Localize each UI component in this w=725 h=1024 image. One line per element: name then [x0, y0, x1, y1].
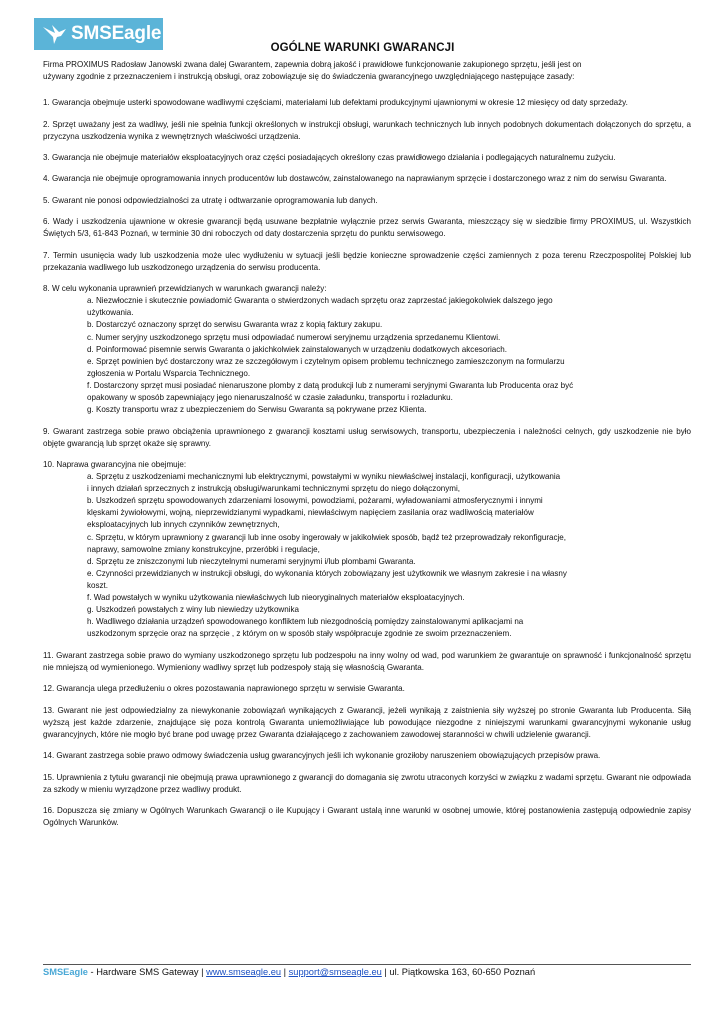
clause-8-item: opakowany w sposób zapewniający jego nienaruszalność w czasie załadunku, transportu i rozładunku. — [87, 393, 453, 403]
clause-10-item: c. Sprzętu, w którym uprawniony z gwarancji lub inne osoby ingerowały w jakikolwiek sposób, bądź też przeprowadzały rekonfiguracje, — [87, 532, 567, 542]
clause-7: 7. Termin usunięcia wady lub uszkodzenia może ulec wydłużeniu w sytuacji jeśli będzie konieczne sprowadzenie części zamiennych z poza terenu Rzeczpospolitej Polskiej lub przekazania wadliwego lub uszkodzonego urządzenia do serwisu producenta. — [43, 250, 691, 272]
clause-2: 2. Sprzęt uważany jest za wadliwy, jeśli nie spełnia funkcji określonych w instrukcji obsługi, warunkach technicznych lub innych podobnych dokumentach dołączonych do sprzętu, a przyczyna uszkodzenia wynika z wewnętrznych właściwości urządzenia. — [43, 119, 691, 141]
clause-10-item: naprawy, samowolne zmiany konstrukcyjne, przeróbki i regulacje, — [87, 544, 320, 554]
footer — [43, 967, 535, 977]
clause-10-item: f. Wad powstałych w wyniku użytkowania niewłaściwych lub nieoryginalnych materiałów eksploatacyjnych. — [87, 593, 465, 603]
clause-4: 4. Gwarancja nie obejmuje oprogramowania innych producentów lub dostawców, zainstalowanego na naprawianym sprzęcie i dostarczonego wraz z nim do serwisu Gwaranta. — [43, 174, 667, 184]
footer-divider — [43, 964, 691, 965]
clause-8-heading: 8. W celu wykonania uprawnień przewidzianych w warunkach gwarancji należy: — [43, 284, 327, 294]
clause-8-item: g. Koszty transportu wraz z ubezpieczeniem do Serwisu Gwaranta są pokrywane przez Klienta. — [87, 405, 427, 415]
clause-10-item: i innych działań sprzecznych z instrukcją obsługi/warunkami technicznymi sprzętu do niego dołączonymi, — [87, 484, 461, 494]
clause-10-heading: 10. Naprawa gwarancyjna nie obejmuje: — [43, 460, 187, 470]
footer-brand: SMSEagle — [43, 967, 88, 977]
clause-8-item: d. Poinformować pisemnie serwis Gwaranta o jakichkolwiek zainstalowanych w urządzeniu dodatkowych akcesoriach. — [87, 344, 507, 354]
clause-10-item: uszkodzonym sprzęcie oraz na sprzęcie , z którym on w sposób stały współpracuje zgodnie ze swoim przeznaczeniem. — [87, 629, 512, 639]
clause-9: 9. Gwarant zastrzega sobie prawo obciążenia uprawnionego z gwarancji kosztami usług serwisowych, transportu, ubezpieczenia i należności celnych, gdy uszkodzenie nie było objęte gwarancją lub sprzęt okaże się sprawny. — [43, 426, 691, 448]
clause-8-item: użytkowania. — [87, 308, 134, 318]
intro-line: Firma PROXIMUS Radosław Janowski zwana dalej Gwarantem, zapewnia dobrą jakość i prawidłowe funkcjonowanie zakupionego sprzętu, jeśli jest on — [43, 60, 582, 69]
clause-8-item: a. Niezwłocznie i skutecznie powiadomić Gwaranta o stwierdzonych wadach sprzętu oraz zaprzestać jakiegokolwiek dalszego jego — [87, 296, 553, 306]
intro-line: używany zgodnie z przeznaczeniem i instrukcją obsługi, oraz zobowiązuje się do świadczenia gwarancyjnego uwzględniającego następujące zasady: — [43, 72, 575, 82]
clause-13: 13. Gwarant nie jest odpowiedzialny za niewykonanie zobowiązań wynikających z Gwarancji, jeżeli wynikają z zaistnienia siły wyższej po stronie Gwaranta lub Producenta. Siłą wyższą jest każde zdarzenie, znajdujące się poza kontrolą Gwaranta uniemożliwiające lub powodujące niezgodne z niniejszymi warunkami gwarancyjnymi wykonanie usług gwarancyjnych, które nie mogło być brane pod uwagę przez Gwaranta działającego z zachowaniem zawodowej staranności w chwili udzielenie gwarancji. — [43, 705, 691, 739]
clause-10-item: e. Czynności przewidzianych w instrukcji obsługi, do wykonania których zobowiązany jest użytkownik we własnym zakresie i na własny — [87, 568, 567, 578]
clause-6: 6. Wady i uszkodzenia ujawnione w okresie gwarancji będą usuwane bezpłatnie wyłącznie przez serwis Gwaranta, mieszczący się w siedzibie firmy PROXIMUS, ul. Wszystkich Świętych 5/3, 61-843 Poznań, w terminie 30 dni roboczych od daty dostarczenia sprzętu do punktu serwisowego. — [43, 217, 691, 239]
clause-10-item: eksploatacyjnych lub innych czynników zewnętrznych, — [87, 520, 280, 530]
clause-15: 15. Uprawnienia z tytułu gwarancji nie obejmują prawa uprawnionego z gwarancji do domagania się zwrotu utraconych korzyści w związku z wadami sprzętu. Gwarant nie odpowiada za szkody w mieniu wyrządzone przez wadliwy produkt. — [43, 772, 691, 794]
footer-address: | ul. Piątkowska 163, 60-650 Poznań — [381, 967, 536, 977]
clause-10-item: h. Wadliwego działania urządzeń spowodowanego konfliktem lub niezgodnością pomiędzy zainstalowanymi aplikacjami na — [87, 617, 524, 627]
clause-16: 16. Dopuszcza się zmiany w Ogólnych Warunkach Gwarancji o ile Kupujący i Gwarant ustalą inne warunki w osobnej umowie, której postanowienia zastępują odpowiednie zapisy Ogólnych Warunków. — [43, 806, 691, 828]
footer-separator: | — [281, 967, 289, 977]
document-title: OGÓLNE WARUNKI GWARANCJI — [270, 42, 455, 54]
document-body — [43, 59, 691, 829]
clause-10-item: koszt. — [87, 580, 109, 590]
clause-8-item: zgłoszenia w Portalu Wsparcia Technicznego. — [87, 368, 251, 378]
clause-12: 12. Gwarancja ulega przedłużeniu o okres pozostawania naprawionego sprzętu w serwisie Gwaranta. — [43, 684, 405, 694]
clause-10-item: a. Sprzętu z uszkodzeniami mechanicznymi lub elektrycznymi, powstałymi w wyniku niewłaściwej instalacji, konfiguracji, użytkowania — [87, 472, 561, 482]
clause-10-item: klęskami żywiołowymi, wojną, nieprzewidzianymi wypadkami, niewłaściwym napięciem zasilania oraz wadliwością materiałów — [87, 508, 534, 518]
email-link[interactable]: support@smseagle.eu — [288, 967, 382, 977]
clause-14: 14. Gwarant zastrzega sobie prawo odmowy świadczenia usług gwarancyjnych jeśli ich wykonanie groziłoby naruszeniem obowiązujących przepisów prawa. — [43, 751, 601, 761]
clause-8-item: f. Dostarczony sprzęt musi posiadać nienaruszone plomby z datą produkcji lub z numerami seryjnymi Gwaranta lub Producenta oraz być — [87, 380, 574, 390]
clause-10-item: b. Uszkodzeń sprzętu spowodowanych zdarzeniami losowymi, powodziami, pożarami, wyładowaniami atmosferycznymi i innymi — [87, 496, 543, 506]
clause-5: 5. Gwarant nie ponosi odpowiedzialności za utratę i odtwarzanie oprogramowania lub danych. — [43, 195, 378, 205]
clause-8-item: c. Numer seryjny uszkodzonego sprzętu musi odpowiadać numerowi seryjnemu urządzenia sprzedanemu Klientowi. — [87, 332, 501, 342]
clause-8-item: b. Dostarczyć oznaczony sprzęt do serwisu Gwaranta wraz z kopią faktury zakupu. — [87, 320, 383, 330]
footer-tagline: - Hardware SMS Gateway | — [87, 967, 207, 977]
clause-1: 1. Gwarancja obejmuje usterki spowodowane wadliwymi częściami, materiałami lub defektami produkcyjnymi ujawnionymi w okresie 12 miesięcy od daty sprzedaży. — [43, 98, 628, 108]
logo-text: SMSEagle — [71, 23, 162, 44]
clause-3: 3. Gwarancja nie obejmuje materiałów eksploatacyjnych oraz części posiadających określony czas prawidłowego działania i podlegających naturalnemu zużyciu. — [43, 153, 616, 163]
clause-8-item: e. Sprzęt powinien być dostarczony wraz ze szczegółowym i czytelnym opisem problemu technicznego zamieszczonym na formularzu — [87, 356, 565, 366]
clause-10-item: g. Uszkodzeń powstałych z winy lub niewiedzy użytkownika — [87, 605, 299, 615]
website-link[interactable]: www.smseagle.eu — [206, 967, 282, 977]
clause-11: 11. Gwarant zastrzega sobie prawo do wymiany uszkodzonego sprzętu lub podzespołu na inny wolny od wad, pod warunkiem że gwarantuje on sprawność i funkcjonalność sprzętu nie mniejszą od wymienionego. Wymieniony wadliwy sprzęt lub podzespoły stają się własnością Gwaranta. — [43, 650, 691, 672]
clause-10-item: d. Sprzętu ze zniszczonymi lub nieczytelnymi numerami seryjnymi i/lub plombami Gwaranta. — [87, 556, 416, 566]
